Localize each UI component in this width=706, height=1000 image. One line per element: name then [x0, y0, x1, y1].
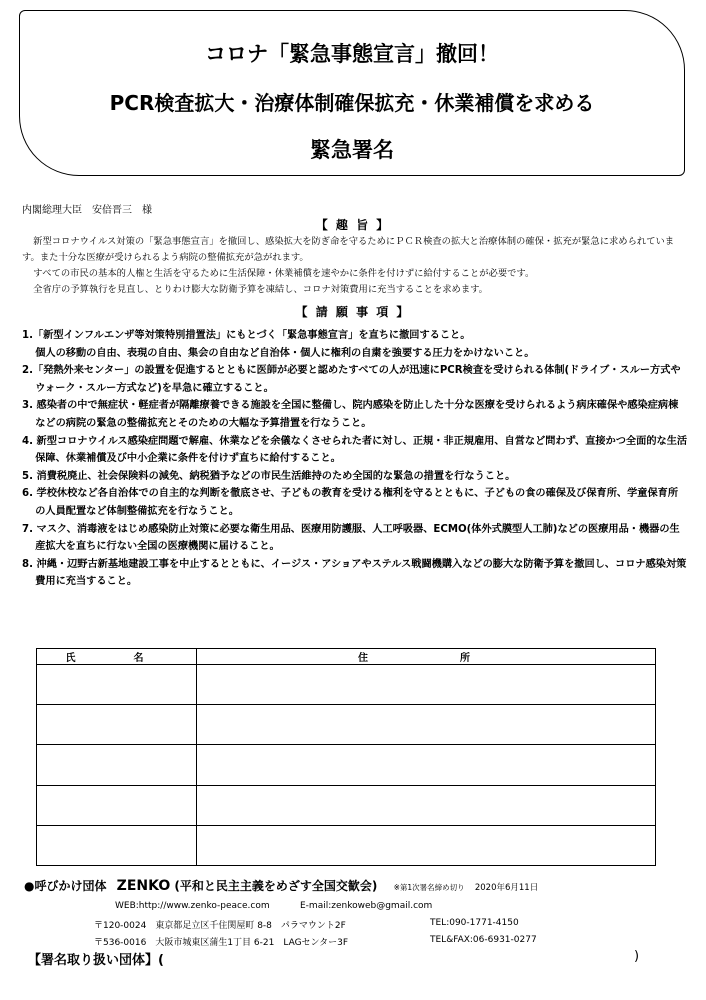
petition-list — [22, 327, 688, 591]
address-cell[interactable] — [197, 745, 656, 785]
osaka-tel-fax: TEL&FAX:06-6931-0277 — [430, 935, 537, 945]
petition-item: 4. 新型コロナウイルス感染症問題で解雇、休業などを余儀なくさせられた者に対し、正規・非正規雇用、自営など問わず、直接かつ全面的な生活保障、休業補償及び中小企業に条件を付けず直ちに給付すること。 — [22, 435, 688, 465]
address-cell[interactable] — [197, 705, 656, 745]
address-column-header: 住 所 — [197, 649, 656, 665]
name-cell[interactable] — [37, 745, 197, 785]
signature-row — [37, 745, 656, 785]
website-link[interactable]: WEB:http://www.zenko-peace.com — [115, 901, 270, 911]
signature-row — [37, 705, 656, 745]
handler-close-paren: ) — [634, 949, 640, 964]
organizer-label: ●呼びかけ団体 — [24, 879, 107, 893]
organizer-full-name: (平和と民主主義をめざす全国交歓会) — [174, 879, 378, 893]
petition-item: 1.「新型インフルエンザ等対策特別措置法」にもとづく「緊急事態宣言」を直ちに撤回すること。 個人の移動の自由、表現の自由、集会の自由など自治体・個人に権利の自粛を強要する圧力をかけないこと。 — [22, 330, 535, 359]
name-cell[interactable] — [37, 665, 197, 705]
purpose-heading: 【 趣 旨 】 — [315, 218, 391, 232]
table-header-row — [37, 649, 656, 665]
tokyo-address: 〒120-0024 東京都足立区千住関屋町 8-8 パラマウント2F — [94, 921, 346, 931]
title-line-3: 緊急署名 — [310, 138, 394, 162]
title-line-1: コロナ「緊急事態宣言」撤回！ — [205, 42, 499, 66]
petition-item: 5. 消費税廃止、社会保険料の減免、納税猶予などの市民生活維持のため全国的な緊急の措置を行なうこと。 — [22, 470, 516, 482]
purpose-text — [22, 234, 686, 298]
handler-label: 【署名取り扱い団体】( — [28, 953, 164, 968]
organizer-name: ZENKO — [116, 878, 171, 894]
petition-heading: 【 請 願 事 項 】 — [295, 305, 411, 319]
address-cell[interactable] — [197, 665, 656, 705]
purpose-paragraph: 新型コロナウイルス対策の「緊急事態宣言」を撤回し、感染拡大を防ぎ命を守るためにＰＣＲ検査の拡大と治療体制の確保・拡充が緊急に求められています。また十分な医療が受けられるよう病院の整備拡充が急がれます。 — [22, 236, 675, 263]
name-column-header: 氏 名 — [37, 649, 197, 665]
address-cell[interactable] — [197, 785, 656, 825]
petition-item: 7. マスク、消毒液をはじめ感染防止対策に必要な衛生用品、医療用防護服、人工呼吸器、ECMO(体外式膜型人工肺)などの医療用品・機器の生産拡大を直ちに行ない全国の医療機関に届けること。 — [22, 523, 680, 553]
tokyo-tel: TEL:090-1771-4150 — [430, 918, 519, 928]
title-line-2: PCR検査拡大・治療体制確保拡充・休業補償を求める — [109, 91, 595, 115]
name-cell[interactable] — [37, 785, 197, 825]
deadline-date: 2020年6月11日 — [474, 883, 539, 893]
organizer-line — [24, 877, 538, 894]
signature-row — [37, 825, 656, 865]
address-cell[interactable] — [197, 825, 656, 865]
signature-row — [37, 785, 656, 825]
petition-item: 8. 沖縄・辺野古新基地建設工事を中止するとともに、イージス・アショアやステルス戦闘機購入などの膨大な防衛予算を撤回し、コロナ感染対策費用に充当すること。 — [22, 558, 687, 588]
email-link[interactable]: E-mail:zenkoweb@gmail.com — [300, 901, 433, 911]
petition-item: 2.「発熱外来センター」の設置を促進するとともに医師が必要と認めたすべての人が迅速にPCR検査を受けられる体制(ドライブ・スルー方式やウォーク・スルー方式など)を早急に確立すること。 — [22, 365, 681, 394]
name-cell[interactable] — [37, 825, 197, 865]
title-box — [19, 10, 685, 176]
recipient: 内閣総理大臣 安倍晋三 様 — [22, 205, 152, 216]
signature-row — [37, 665, 656, 705]
osaka-address: 〒536-0016 大阪市城東区蒲生1丁目 6-21 LAGセンター3F — [94, 938, 349, 948]
signature-table — [36, 648, 656, 866]
deadline-note: ※第1次署名締め切り — [393, 883, 465, 892]
purpose-paragraph: 全省庁の予算執行を見直し、とりわけ膨大な防衛予算を凍結し、コロナ対策費用に充当することを求めます。 — [33, 284, 488, 295]
name-cell[interactable] — [37, 705, 197, 745]
purpose-paragraph: すべての市民の基本的人権と生活を守るために生活保障・休業補償を速やかに条件を付けずに給付することが必要です。 — [33, 268, 535, 279]
petition-item: 3. 感染者の中で無症状・軽症者が隔離療養できる施設を全国に整備し、院内感染を防止した十分な医療を受けられるよう病床確保や感染症病棟などの病院の緊急の整備拡充とそのための大幅な予算措置を行なうこと。 — [22, 400, 679, 429]
petition-item: 6. 学校休校など各自治体での自主的な判断を徹底させ、子どもの教育を受ける権利を守るとともに、子どもの食の確保及び保育所、学童保育所の人員配置など体制整備拡充を行なうこと。 — [22, 488, 679, 517]
